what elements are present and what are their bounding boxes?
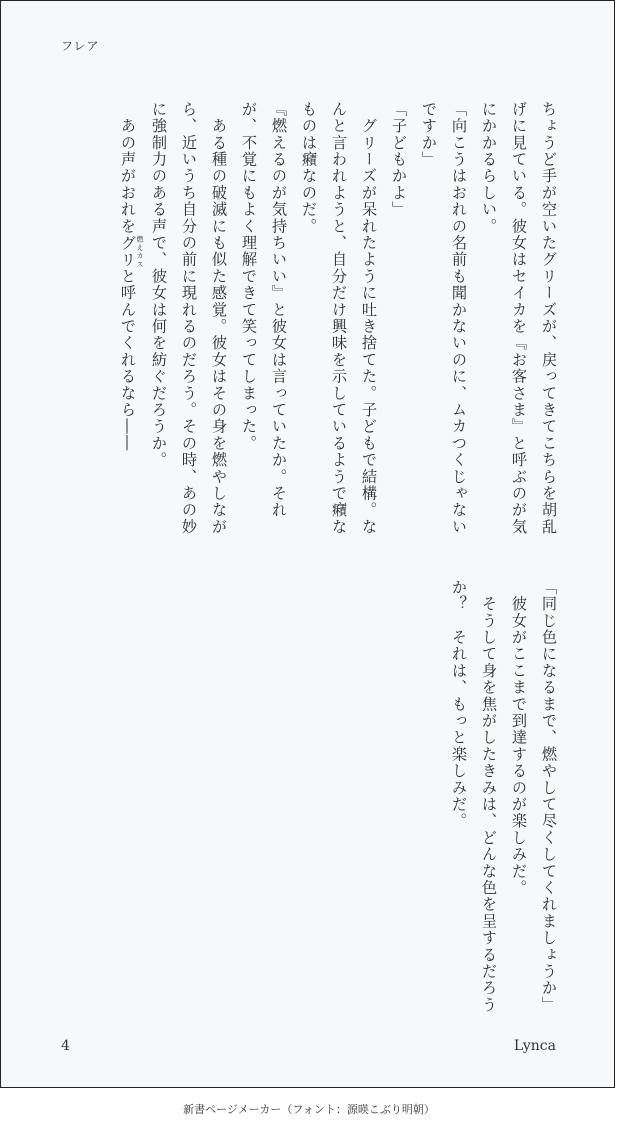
- upper-text-block: [113, 101, 564, 541]
- paragraph: そうして身を焦がしたきみは、どんな色を呈するだろうか？ それは、もっと楽しみだ。: [450, 579, 498, 1014]
- paragraph: 「子どもかよ」: [390, 101, 408, 218]
- paragraph: 彼女がここまで到達するのが楽しみだ。: [510, 579, 528, 897]
- ruby-annotation: 燃えカス: [136, 234, 144, 269]
- lower-text-block: [444, 579, 564, 1019]
- author-name: Lynca: [513, 1038, 556, 1054]
- page-number: 4: [61, 1038, 70, 1054]
- paragraph: 「同じ色になるまで、燃やして尽くしてくれましょうか」: [540, 579, 558, 1014]
- generator-caption: 新書ページメーカー（フォント：源暎こぶり明朝）: [183, 1103, 435, 1116]
- paragraph: グリーズが呆れたように吐き捨てた。子どもで結構。なんと言われようと、自分だけ興味を示しているようで癪なものは癪なのだ。: [300, 101, 378, 536]
- ruby-word: [119, 234, 144, 269]
- paragraph-head: あの声がおれを: [119, 101, 137, 235]
- paragraph: 「向こうはおれの名前も聞かないのに、ムカつくじゃないですか」: [420, 101, 468, 536]
- ruby-base: グリ: [119, 234, 137, 269]
- paragraph: 『燃えるのが気持ちいい』と彼女は言っていたか。それが、不覚にもよく理解できて笑ってしまった。: [240, 101, 288, 519]
- running-header: フレア: [61, 39, 100, 53]
- paragraph: ある種の破滅にも似た感覚。彼女はその身を燃やしながら、近いうち自分の前に現れるのだろう。その時、あの妙に強制力のある声で、彼女は何を紡ぐだろうか。: [150, 101, 228, 536]
- paragraph-with-ruby: [113, 101, 144, 541]
- paragraph: ちょうど手が空いたグリーズが、戻ってきてこちらを胡乱げに見ている。彼女はセイカを『お客さま』と呼ぶのが気にかかるらしい。: [480, 101, 558, 536]
- paragraph-tail: と呼んでくれるなら――: [119, 268, 137, 452]
